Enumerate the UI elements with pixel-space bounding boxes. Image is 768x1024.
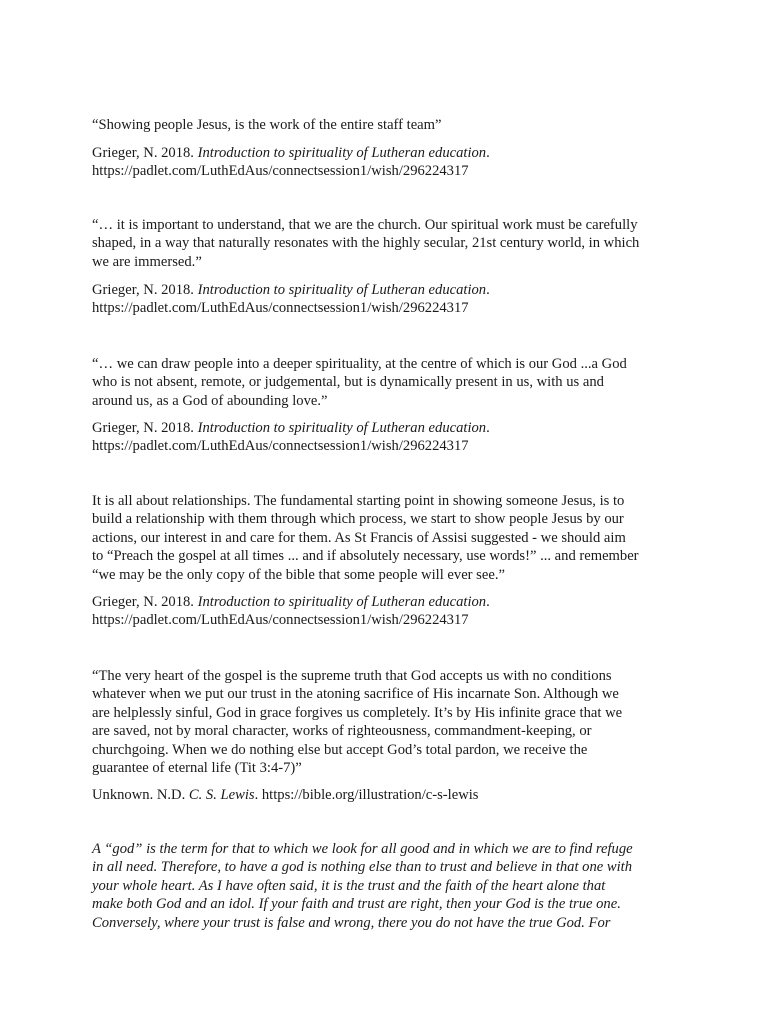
quote-5 (92, 667, 688, 777)
citation-5-tail: . https://bible.org/illustration/c-s-lewis (254, 787, 479, 803)
quote-3 (92, 355, 688, 410)
italic-quote-6 (92, 840, 688, 932)
quote-2 (92, 216, 688, 271)
citation-4-line-1 (92, 593, 688, 611)
paragraph-4-line-4: to “Preach the gospel at all times ... and if absolutely necessary, use words!” ... and remember (92, 548, 639, 565)
citation-4-title: Introduction to spirituality of Lutheran education (197, 594, 487, 610)
citation-4 (92, 593, 688, 630)
quote-5-line-1: “The very heart of the gospel is the supreme truth that God accepts us with no conditions (92, 668, 612, 684)
citation-3-title: Introduction to spirituality of Lutheran education (197, 420, 487, 436)
italic-quote-6-line-3: your whole heart. As I have often said, it is the trust and the faith of the heart alone that (92, 877, 606, 894)
citation-5-title: C. S. Lewis (188, 787, 255, 803)
citation-5-line-1 (92, 786, 688, 804)
quote-5-line-3: are helplessly sinful, God in grace forgives us completely. It’s by His infinite grace that we (92, 704, 623, 721)
citation-1 (92, 144, 688, 181)
citation-2-line-1 (92, 281, 688, 299)
citation-1-tail: . (486, 145, 490, 161)
quote-2-line-3: we are immersed.” (92, 253, 202, 270)
italic-quote-6-line-2: in all need. Therefore, to have a god is nothing else than to trust and believe in that one with (92, 859, 633, 876)
quote-5-line-5: churchgoing. When we do nothing else but accept God’s total pardon, we receive the (92, 741, 588, 758)
citation-2-author: Grieger, N. 2018. (92, 282, 198, 298)
citation-2-title: Introduction to spirituality of Lutheran education (197, 282, 487, 298)
quote-5-line-6: guarantee of eternal life (Tit 3:4-7)” (92, 760, 302, 777)
quote-5-line-4: are saved, not by moral character, works of righteousness, commandment-keeping, or (92, 723, 592, 740)
paragraph-4-line-2: build a relationship with them through which process, we start to show people Jesus by our (92, 511, 624, 528)
citation-4-tail: . (486, 594, 490, 610)
citation-2 (92, 281, 688, 318)
citation-1-line-1 (92, 144, 688, 162)
italic-quote-6-line-4: make both God and an idol. If your faith and trust are right, then your God is the true one. (92, 896, 621, 913)
quote-1-line-1: “Showing people Jesus, is the work of the entire staff team” (92, 117, 442, 133)
paragraph-4-line-5: “we may be the only copy of the bible that some people will ever see.” (92, 566, 505, 583)
citation-1-url: https://padlet.com/LuthEdAus/connectsession1/wish/296224317 (92, 163, 469, 180)
citation-2-tail: . (486, 282, 490, 298)
citation-5-author: Unknown. N.D. (92, 787, 189, 803)
citation-1-title: Introduction to spirituality of Lutheran education (197, 145, 487, 161)
citation-4-url: https://padlet.com/LuthEdAus/connectsession1/wish/296224317 (92, 612, 469, 629)
quote-5-line-2: whatever when we put our trust in the atoning sacrifice of His incarnate Son. Although we (92, 686, 619, 703)
citation-3-author: Grieger, N. 2018. (92, 420, 198, 436)
citation-3 (92, 419, 688, 456)
citation-1-author: Grieger, N. 2018. (92, 145, 198, 161)
citation-5 (92, 786, 688, 804)
quote-3-line-3: around us, as a God of abounding love.” (92, 392, 328, 409)
quote-1 (92, 116, 688, 134)
italic-quote-6-line-5: Conversely, where your trust is false and wrong, there you do not have the true God. For (92, 914, 611, 931)
paragraph-4-line-3: actions, our interest in and care for them. As St Francis of Assisi suggested - we should aim (92, 529, 626, 546)
quote-2-line-1: “… it is important to understand, that we are the church. Our spiritual work must be carefully (92, 217, 638, 233)
citation-3-tail: . (486, 420, 490, 436)
quote-3-line-2: who is not absent, remote, or judgemental, but is dynamically present in us, with us and (92, 374, 604, 391)
quote-2-line-2: shaped, in a way that naturally resonates with the highly secular, 21st century world, in which (92, 235, 640, 252)
quote-3-line-1: “… we can draw people into a deeper spirituality, at the centre of which is our God ...a God (92, 356, 627, 372)
citation-3-url: https://padlet.com/LuthEdAus/connectsession1/wish/296224317 (92, 438, 469, 455)
italic-quote-6-line-1: A “god” is the term for that to which we look for all good and in which we are to find refuge (92, 841, 633, 857)
citation-3-line-1 (92, 419, 688, 437)
citation-4-author: Grieger, N. 2018. (92, 594, 198, 610)
citation-2-url: https://padlet.com/LuthEdAus/connectsession1/wish/296224317 (92, 300, 469, 317)
paragraph-4-line-1: It is all about relationships. The fundamental starting point in showing someone Jesus, is to (92, 493, 625, 509)
paragraph-4 (92, 492, 688, 584)
